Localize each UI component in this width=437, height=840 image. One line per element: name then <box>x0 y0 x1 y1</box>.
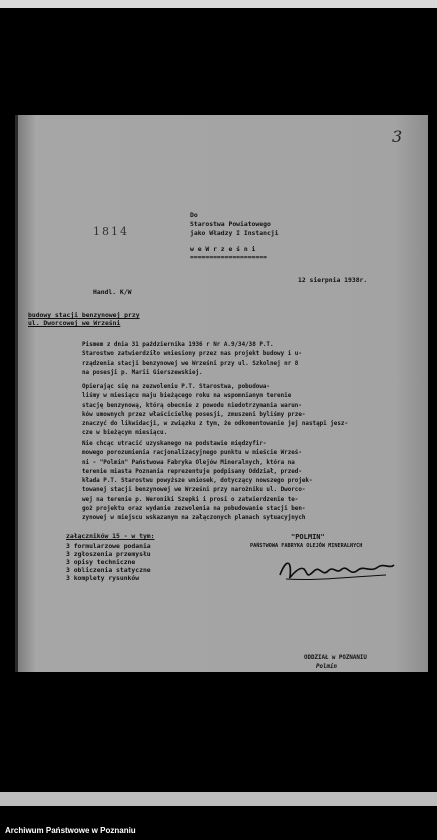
paragraph-2: Opierając się na zezwoleniu P.T. Starostwa, pobudowa- liśmy w miesiącu maju bieżącego roku na wspomnianym terenie stację benzynową, którą obecnie z powodu niedotrzymania warun- ków umownych przez właścicielkę posesji, zmuszeni byliśmy prze- znaczyć do likwidacji, w związku z tym, że odkomentowanie jej nastąpi jesz- cze w bieżącym miesiącu. <box>82 384 348 437</box>
stamp-branch: ODDZIAŁ w POZNANIU <box>304 655 367 661</box>
stamp-subtitle: PAŃSTWOWA FABRYKA OLEJÓW MINERALNYCH <box>250 543 363 549</box>
paragraph-3: Nie chcąc utracić uzyskanego na podstawie międzyfir- mowego porozumienia racjonalizacyjnego punktu w mieście Wrześ- ni - "Polmin" Państwowa Fabryka Olejów Mineralnych, która na terenie miasta Poznania reprezentuje podpisany Oddział, przed- kłada P.T. Starostwu powyższe wniosek, dotyczący nowszego projek- towanej stacji benzynowej we Wrześni przy narożniku ul. Dworco- wej na terenie p. Weroniki Szepki i prosi o zatwierdzenie te- goż projektu oraz wydanie zezwolenia na pobudowanie stacji ben- zynowej w miejscu wskazanym na załączonych planach sytuacyjnych <box>82 441 313 522</box>
archive-name: Archiwum Państwowe w Poznaniu <box>5 826 136 835</box>
film-strip-bottom <box>0 792 437 806</box>
attachment-item: 3 komplety rysunków <box>66 574 140 582</box>
attachment-item: 3 opisy techniczne <box>66 558 136 566</box>
document-page <box>15 115 428 672</box>
file-sign: Handl. K/W <box>93 288 132 296</box>
attachments-title: załączników 15 - w tym: <box>66 532 155 540</box>
stamp-title: "POLMIN" <box>291 533 325 541</box>
addressee-underline: ==================== <box>190 253 267 261</box>
paragraph-1: Pismem z dnia 31 października 1936 r Nr A.9/34/38 P.T. Starostwo zatwierdziło wniesiony przez nas projekt budowy i u- rządzenia stacji benzynowej we Wrześni przy ul. Szkolnej nr 8 na posesji p. Marii Gierszewskiej. <box>82 342 302 376</box>
attachment-item: 3 formularzowe podania <box>66 542 151 550</box>
letter-date: 12 sierpnia 1938r. <box>298 276 368 284</box>
attachment-item: 3 zgłoszenia przemysłu <box>66 550 151 558</box>
addressee-line-3: jako Władzy I Instancji <box>190 229 279 237</box>
subject-line-2: ul. Dworcowej we Wrześni <box>28 319 121 327</box>
reference-number: 1814 <box>93 225 129 238</box>
attachment-item: 3 obliczenia statyczne <box>66 566 151 574</box>
film-strip-top <box>0 0 437 8</box>
addressee-line-2: Starostwa Powiatowego <box>190 220 271 228</box>
stamp-mark: Polmin <box>316 664 337 670</box>
subject-line-1: budowy stacji benzynowej przy <box>28 311 140 319</box>
page-number: 3 <box>392 127 403 146</box>
handwritten-signature <box>276 555 396 585</box>
archive-footer <box>0 806 437 840</box>
addressee-line-1: Do <box>190 211 198 219</box>
addressee-line-4: w e W r z e ś n i <box>190 245 256 253</box>
